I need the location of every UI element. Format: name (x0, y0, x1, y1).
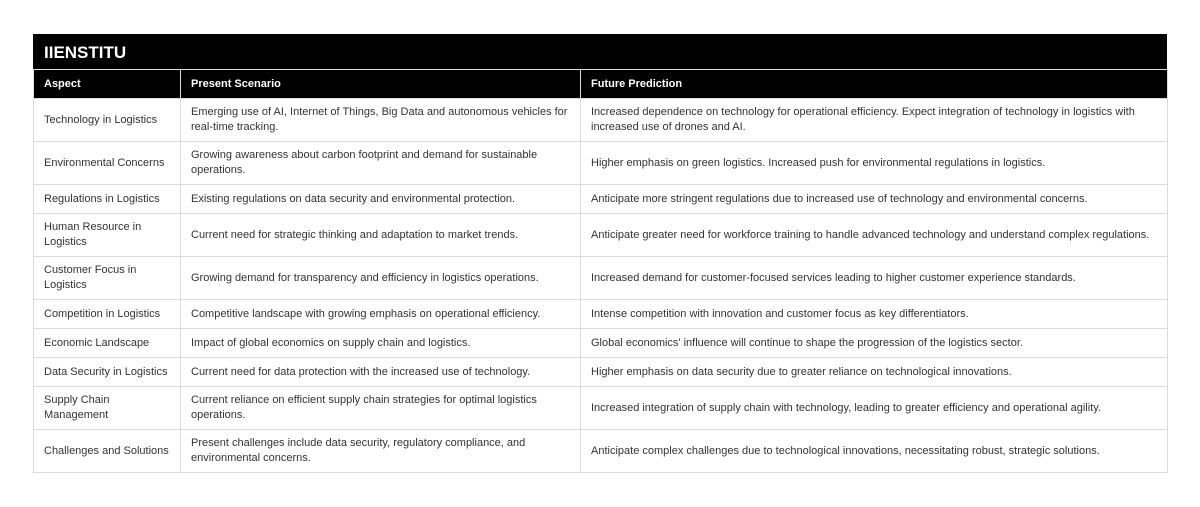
table-row (34, 300, 1168, 329)
cell-aspect: Competition in Logistics (34, 300, 181, 329)
cell-future: Anticipate more stringent regulations due to increased use of technology and environmental concerns. (581, 185, 1168, 214)
cell-future: Increased integration of supply chain with technology, leading to greater efficiency and operational agility. (581, 387, 1168, 430)
cell-present: Emerging use of AI, Internet of Things, Big Data and autonomous vehicles for real-time tracking. (181, 99, 581, 142)
table-row (34, 430, 1168, 473)
header-present-scenario: Present Scenario (181, 70, 581, 99)
header-row (34, 70, 1168, 99)
cell-present: Current reliance on efficient supply chain strategies for optimal logistics operations. (181, 387, 581, 430)
cell-aspect: Environmental Concerns (34, 142, 181, 185)
table-row (34, 329, 1168, 358)
cell-present: Present challenges include data security, regulatory compliance, and environmental concerns. (181, 430, 581, 473)
cell-future: Increased dependence on technology for operational efficiency. Expect integration of technology in logistics with increased use of drones and AI. (581, 99, 1168, 142)
table-row (34, 142, 1168, 185)
cell-future: Global economics' influence will continue to shape the progression of the logistics sector. (581, 329, 1168, 358)
cell-aspect: Economic Landscape (34, 329, 181, 358)
header-future-prediction: Future Prediction (581, 70, 1168, 99)
cell-future: Anticipate greater need for workforce training to handle advanced technology and understand complex regulations. (581, 214, 1168, 257)
cell-aspect: Challenges and Solutions (34, 430, 181, 473)
cell-present: Current need for strategic thinking and adaptation to market trends. (181, 214, 581, 257)
cell-present: Impact of global economics on supply chain and logistics. (181, 329, 581, 358)
table-row (34, 214, 1168, 257)
cell-aspect: Data Security in Logistics (34, 358, 181, 387)
cell-aspect: Customer Focus in Logistics (34, 257, 181, 300)
brand-title: IIENSTITU (33, 34, 1167, 69)
cell-present: Growing demand for transparency and efficiency in logistics operations. (181, 257, 581, 300)
cell-aspect: Regulations in Logistics (34, 185, 181, 214)
cell-present: Growing awareness about carbon footprint and demand for sustainable operations. (181, 142, 581, 185)
cell-future: Higher emphasis on green logistics. Increased push for environmental regulations in logistics. (581, 142, 1168, 185)
table-row (34, 387, 1168, 430)
cell-present: Current need for data protection with the increased use of technology. (181, 358, 581, 387)
cell-present: Existing regulations on data security and environmental protection. (181, 185, 581, 214)
comparison-table (33, 69, 1168, 473)
cell-aspect: Technology in Logistics (34, 99, 181, 142)
cell-future: Intense competition with innovation and customer focus as key differentiators. (581, 300, 1168, 329)
cell-aspect: Human Resource in Logistics (34, 214, 181, 257)
cell-present: Competitive landscape with growing emphasis on operational efficiency. (181, 300, 581, 329)
cell-future: Increased demand for customer-focused services leading to higher customer experience standards. (581, 257, 1168, 300)
cell-aspect: Supply Chain Management (34, 387, 181, 430)
table-container (33, 34, 1167, 473)
cell-future: Higher emphasis on data security due to greater reliance on technological innovations. (581, 358, 1168, 387)
table-row (34, 358, 1168, 387)
header-aspect: Aspect (34, 70, 181, 99)
table-row (34, 185, 1168, 214)
table-row (34, 99, 1168, 142)
table-row (34, 257, 1168, 300)
cell-future: Anticipate complex challenges due to technological innovations, necessitating robust, strategic solutions. (581, 430, 1168, 473)
